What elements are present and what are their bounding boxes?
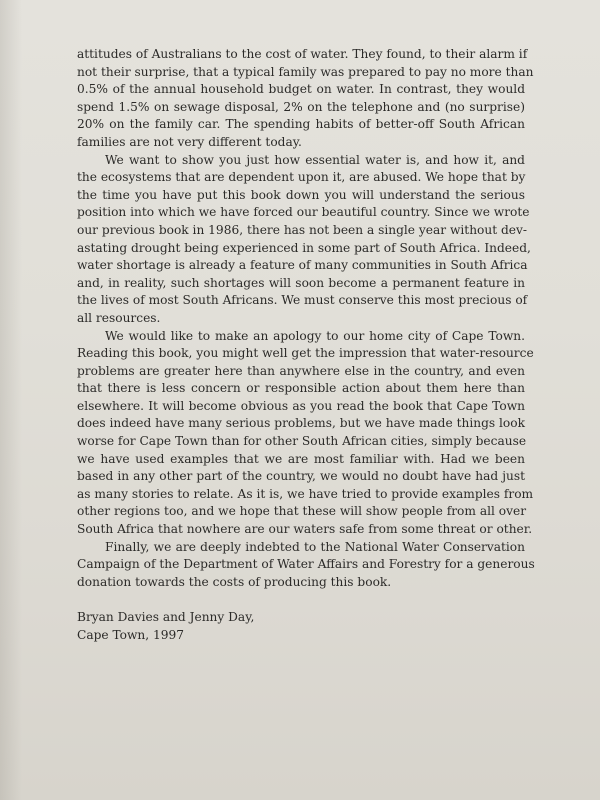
text-line: donation towards the costs of producing this book. [77, 574, 392, 589]
text-line: as many stories to relate. As it is, we have tried to provide examples from [77, 486, 534, 501]
text-line: families are not very different today. [77, 134, 302, 149]
text-line: the lives of most South Africans. We must conserve this most precious of [77, 293, 528, 308]
text-line: South Africa that nowhere are our waters safe from some threat or other. [77, 522, 533, 537]
text-line: the ecosystems that are dependent upon it, are abused. We hope that by [77, 170, 526, 185]
text-line: water shortage is already a feature of many communities in South Africa [77, 258, 528, 273]
text-line: attitudes of Australians to the cost of water. They found, to their alarm if [77, 47, 528, 61]
text-line: not their surprise, that a typical family was prepared to pay no more than [77, 64, 534, 79]
preface-text [77, 46, 535, 644]
text-line: We would like to make an apology to our home city of Cape Town. [105, 328, 525, 343]
text-line: does indeed have many serious problems, but we have made things look [77, 416, 525, 431]
text-line: We want to show you just how essential water is, and how it, and [105, 152, 525, 167]
paragraph [77, 539, 535, 592]
signature-authors: Bryan Davies and Jenny Day, [77, 610, 255, 624]
paragraph [77, 328, 534, 539]
text-line: we have used examples that we are most familiar with. Had we been [77, 451, 525, 466]
paragraph [77, 46, 534, 152]
text-line: problems are greater here than anywhere else in the country, and even [77, 363, 525, 378]
signature-block [77, 609, 525, 644]
spacer [77, 591, 525, 609]
text-line: our previous book in 1986, there has not been a single year without dev- [77, 222, 528, 237]
text-line: Campaign of the Department of Water Affairs and Forestry for a generous [77, 557, 535, 572]
text-line: all resources. [77, 310, 161, 325]
text-line: position into which we have forced our beautiful country. Since we wrote [77, 205, 530, 220]
text-line: Finally, we are deeply indebted to the National Water Conservation [105, 539, 525, 554]
text-line: based in any other part of the country, we would no doubt have had just [77, 469, 525, 484]
text-line: the time you have put this book down you will understand the serious [77, 187, 525, 202]
text-line: worse for Cape Town than for other South African cities, simply because [77, 434, 527, 449]
page-gutter-shadow [0, 0, 22, 800]
text-line: 0.5% of the annual household budget on water. In contrast, they would [77, 82, 525, 97]
text-line: 20% on the family car. The spending habits of better-off South African [77, 117, 525, 132]
text-line: other regions too, and we hope that these will show people from all over [77, 504, 527, 519]
text-line: Reading this book, you might well get the impression that water-resource [77, 346, 534, 361]
text-line: and, in reality, such shortages will soon become a permanent feature in [77, 275, 525, 290]
text-line: astating drought being experienced in some part of South Africa. Indeed, [77, 240, 531, 255]
text-line: spend 1.5% on sewage disposal, 2% on the telephone and (no surprise) [77, 99, 525, 114]
text-line: elsewhere. It will become obvious as you read the book that Cape Town [77, 398, 525, 413]
text-line: that there is less concern or responsible action about them here than [77, 381, 525, 396]
signature-place-date: Cape Town, 1997 [77, 627, 185, 642]
paragraph [77, 152, 531, 328]
